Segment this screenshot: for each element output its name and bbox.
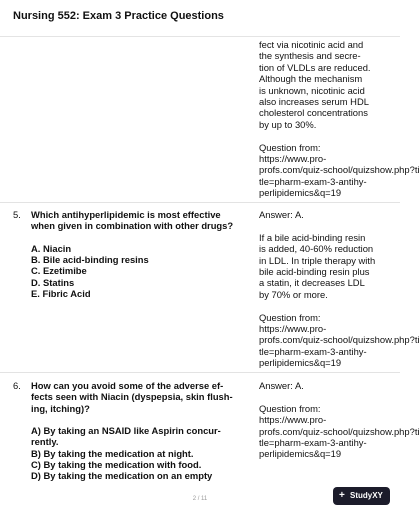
answer-line: perlipidemics&q=19 — [259, 187, 342, 199]
answer-line: https://www.pro- — [259, 414, 327, 426]
answer-line: Although the mechanism — [259, 73, 363, 85]
row-divider — [0, 202, 400, 203]
row-divider — [0, 372, 400, 373]
answer-line — [259, 220, 400, 231]
answer-line: tle=pharm-exam-3-antihy- — [259, 175, 367, 187]
document-title: Nursing 552: Exam 3 Practice Questions — [13, 10, 224, 22]
option: C. Ezetimibe — [31, 265, 87, 277]
answer-line: Question from: — [259, 402, 321, 414]
answer-line: is unknown, nicotinic acid — [259, 84, 365, 96]
question-text-line: Which antihyperlipidemic is most effective — [31, 209, 221, 220]
question-number: 5. — [13, 209, 21, 220]
blank-line — [31, 232, 253, 243]
answer-line: bile acid-binding resin plus — [259, 265, 370, 277]
question-text-line: ing, itching)? — [31, 402, 90, 414]
answer-line: profs.com/quiz-school/quizshow.php?ti — [259, 425, 420, 437]
answer-continuation — [259, 39, 420, 199]
answer-line: perlipidemics&q=19 — [259, 448, 342, 460]
brand-name: StudyXY — [350, 491, 383, 500]
studyxy-badge[interactable] — [333, 487, 390, 505]
question-text-line: fects seen with Niacin (dyspepsia, skin flush- — [31, 391, 233, 403]
question-text-line: when given in combination with other drugs? — [31, 220, 234, 232]
blank-line — [31, 414, 253, 425]
page-indicator: 2 / 11 — [192, 496, 208, 502]
answer-line: also increases serum HDL — [259, 95, 369, 107]
answer-line — [259, 300, 400, 311]
answer-line: Answer: A. — [259, 380, 304, 391]
answer-line: If a bile acid-binding resin — [259, 231, 366, 243]
question-number: 6. — [13, 380, 21, 391]
answer-line: by 70% or more. — [259, 288, 328, 300]
answer-line: the synthesis and secre- — [259, 50, 361, 62]
answer-line: is added, 40-60% reduction — [259, 243, 374, 255]
answer-5 — [259, 209, 420, 369]
option: B) By taking the medication at night. — [31, 447, 194, 459]
answer-line: perlipidemics&q=19 — [259, 357, 342, 369]
answer-line: https://www.pro- — [259, 152, 327, 164]
answer-line: tion of VLDLs are reduced. — [259, 61, 371, 73]
option: A. Niacin — [31, 242, 72, 254]
answer-line — [259, 391, 400, 402]
option: D. Statins — [31, 276, 75, 288]
answer-line: by up to 30%. — [259, 118, 317, 130]
answer-line: a statin, it decreases LDL — [259, 277, 365, 289]
answer-line: fect via nicotinic acid and — [259, 39, 364, 50]
answer-line: profs.com/quiz-school/quizshow.php?ti — [259, 334, 420, 346]
option: D) By taking the medication on an empty — [31, 470, 213, 482]
option: C) By taking the medication with food. — [31, 459, 202, 471]
answer-line: tle=pharm-exam-3-antihy- — [259, 345, 367, 357]
answer-line — [259, 130, 400, 141]
question-5 — [31, 209, 253, 299]
answer-line: Question from: — [259, 141, 321, 153]
option: A) By taking an NSAID like Aspirin concur- — [31, 425, 221, 437]
answer-line: Question from: — [259, 311, 321, 323]
question-text-line: How can you avoid some of the adverse ef- — [31, 380, 224, 391]
answer-line: https://www.pro- — [259, 322, 327, 334]
question-6 — [31, 380, 253, 482]
answer-line: in LDL. In triple therapy with — [259, 254, 376, 266]
answer-6 — [259, 380, 420, 460]
answer-line: tle=pharm-exam-3-antihy- — [259, 436, 367, 448]
answer-line: Answer: A. — [259, 209, 304, 220]
option: rently. — [31, 436, 59, 448]
page-header — [0, 0, 400, 37]
plus-icon: + — [339, 490, 345, 501]
option: B. Bile acid-binding resins — [31, 254, 149, 266]
option: E. Fibric Acid — [31, 288, 91, 300]
answer-line: cholesterol concentrations — [259, 107, 368, 119]
answer-line: profs.com/quiz-school/quizshow.php?ti — [259, 164, 420, 176]
